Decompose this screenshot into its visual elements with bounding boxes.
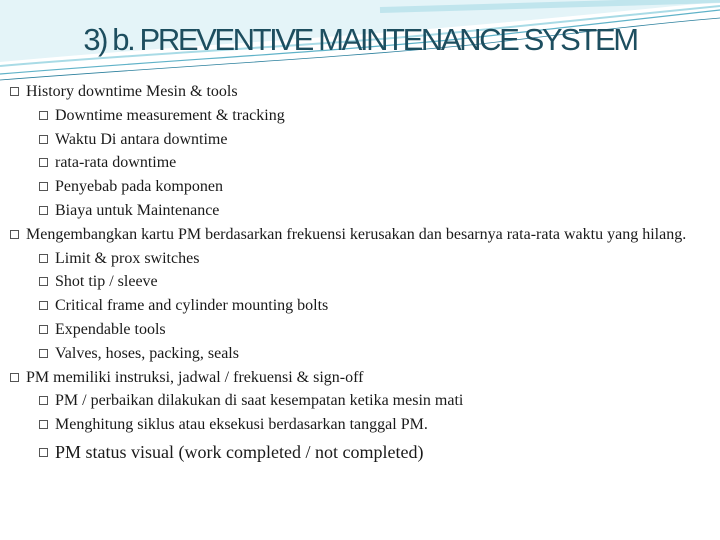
bullet-box-icon [39, 206, 48, 215]
list-item: Penyebab pada komponen [10, 175, 718, 199]
bullet-box-icon [39, 135, 48, 144]
bullet-box-icon [10, 373, 19, 382]
bullet-box-icon [10, 87, 19, 96]
list-item: PM status visual (work completed / not completed) [10, 440, 718, 464]
list-item: Downtime measurement & tracking [10, 104, 718, 128]
list-item: Biaya untuk Maintenance [10, 199, 718, 223]
bullet-box-icon [39, 158, 48, 167]
bullet-box-icon [39, 396, 48, 405]
list-item: Shot tip / sleeve [10, 270, 718, 294]
bullet-box-icon [39, 277, 48, 286]
bullet-box-icon [39, 349, 48, 358]
bullet-box-icon [39, 254, 48, 263]
list-item: rata-rata downtime [10, 151, 718, 175]
list-item: Valves, hoses, packing, seals [10, 342, 718, 366]
page-title: 3) b. PREVENTIVE MAINTENANCE SYSTEM [83, 22, 637, 57]
list-item: Waktu Di antara downtime [10, 128, 718, 152]
bullet-list [10, 80, 718, 464]
bullet-box-icon [39, 325, 48, 334]
list-item: Limit & prox switches [10, 247, 718, 271]
bullet-box-icon [39, 448, 48, 457]
list-item: History downtime Mesin & tools [10, 80, 718, 104]
list-item: Expendable tools [10, 318, 718, 342]
list-item: Critical frame and cylinder mounting bolts [10, 294, 718, 318]
bullet-box-icon [10, 230, 19, 239]
list-item: Mengembangkan kartu PM berdasarkan frekuensi kerusakan dan besarnya rata-rata waktu yang hilang. [10, 223, 718, 247]
list-item: Menghitung siklus atau eksekusi berdasarkan tanggal PM. [10, 413, 718, 437]
list-item: PM / perbaikan dilakukan di saat kesempatan ketika mesin mati [10, 389, 718, 413]
bullet-box-icon [39, 420, 48, 429]
bullet-box-icon [39, 301, 48, 310]
bullet-box-icon [39, 182, 48, 191]
bullet-box-icon [39, 111, 48, 120]
list-item: PM memiliki instruksi, jadwal / frekuensi & sign-off [10, 366, 718, 390]
